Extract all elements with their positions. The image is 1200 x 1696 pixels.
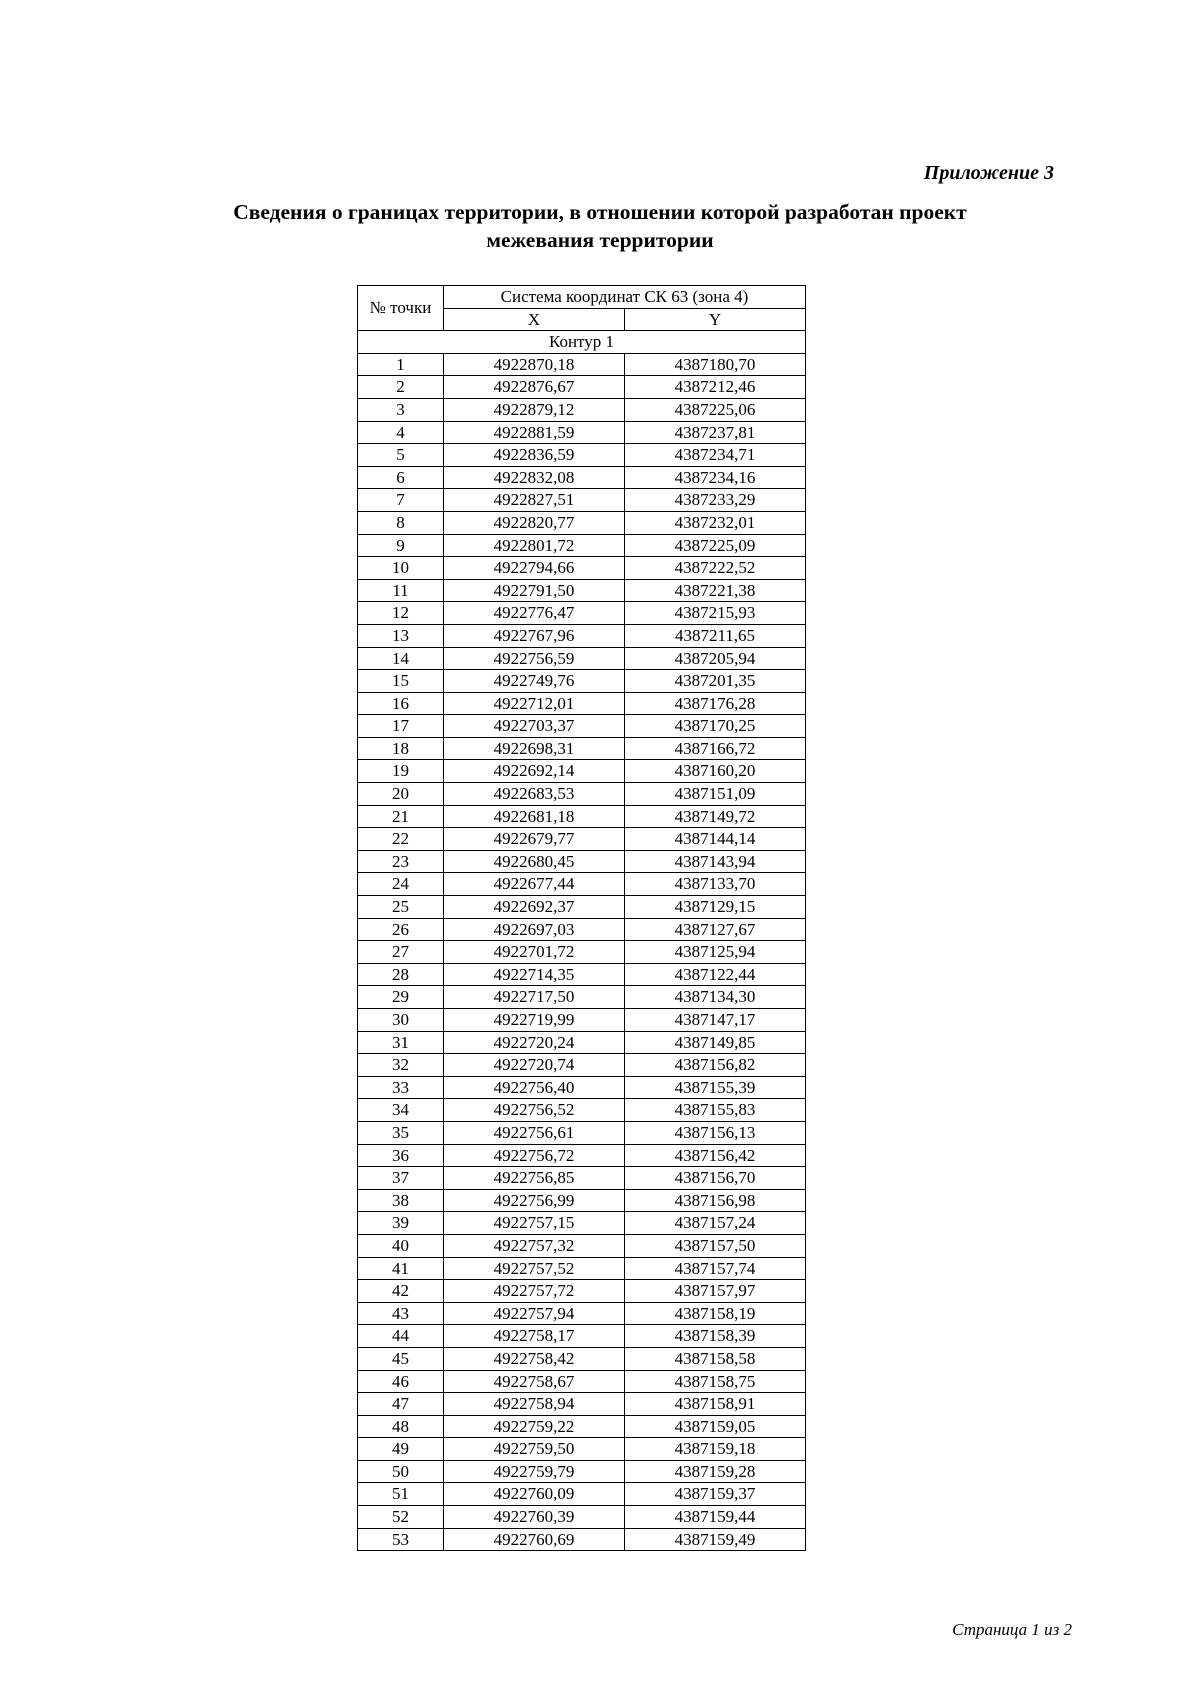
point-number-cell: 35 xyxy=(358,1121,444,1144)
y-coordinate-cell: 4387158,91 xyxy=(625,1393,806,1416)
appendix-label: Приложение 3 xyxy=(923,162,1054,184)
y-coordinate-cell: 4387215,93 xyxy=(625,602,806,625)
point-number-cell: 42 xyxy=(358,1280,444,1303)
y-coordinate-cell: 4387222,52 xyxy=(625,557,806,580)
table-row xyxy=(358,579,806,602)
contour-label: Контур 1 xyxy=(358,331,806,354)
table-row xyxy=(358,873,806,896)
point-number-header: № точки xyxy=(358,286,444,331)
x-coordinate-cell: 4922757,15 xyxy=(444,1212,625,1235)
point-number-cell: 32 xyxy=(358,1054,444,1077)
point-number-cell: 5 xyxy=(358,444,444,467)
table-row xyxy=(358,1438,806,1461)
table-row xyxy=(358,805,806,828)
table-row xyxy=(358,896,806,919)
y-coordinate-cell: 4387159,05 xyxy=(625,1415,806,1438)
point-number-cell: 22 xyxy=(358,828,444,851)
y-coordinate-cell: 4387159,28 xyxy=(625,1460,806,1483)
point-number-cell: 11 xyxy=(358,579,444,602)
x-coordinate-cell: 4922698,31 xyxy=(444,737,625,760)
x-coordinate-cell: 4922692,14 xyxy=(444,760,625,783)
point-number-cell: 33 xyxy=(358,1076,444,1099)
contour-row xyxy=(358,331,806,354)
x-coordinate-cell: 4922756,72 xyxy=(444,1144,625,1167)
table-row xyxy=(358,1189,806,1212)
point-number-cell: 1 xyxy=(358,353,444,376)
y-coordinate-cell: 4387234,71 xyxy=(625,444,806,467)
y-coordinate-cell: 4387234,16 xyxy=(625,466,806,489)
y-coordinate-cell: 4387205,94 xyxy=(625,647,806,670)
coordinates-table xyxy=(357,285,806,1551)
point-number-cell: 34 xyxy=(358,1099,444,1122)
table-row xyxy=(358,828,806,851)
y-coordinate-cell: 4387157,50 xyxy=(625,1234,806,1257)
table-row xyxy=(358,1347,806,1370)
point-number-cell: 17 xyxy=(358,715,444,738)
y-coordinate-cell: 4387157,97 xyxy=(625,1280,806,1303)
point-number-cell: 10 xyxy=(358,557,444,580)
point-number-cell: 39 xyxy=(358,1212,444,1235)
point-number-cell: 38 xyxy=(358,1189,444,1212)
y-coordinate-cell: 4387225,06 xyxy=(625,398,806,421)
y-coordinate-cell: 4387233,29 xyxy=(625,489,806,512)
x-coordinate-cell: 4922681,18 xyxy=(444,805,625,828)
table-row xyxy=(358,1144,806,1167)
x-coordinate-cell: 4922767,96 xyxy=(444,624,625,647)
x-coordinate-cell: 4922756,59 xyxy=(444,647,625,670)
table-row xyxy=(358,1121,806,1144)
x-coordinate-cell: 4922832,08 xyxy=(444,466,625,489)
y-coordinate-cell: 4387221,38 xyxy=(625,579,806,602)
y-coordinate-cell: 4387212,46 xyxy=(625,376,806,399)
point-number-cell: 26 xyxy=(358,918,444,941)
table-row xyxy=(358,557,806,580)
x-coordinate-cell: 4922757,52 xyxy=(444,1257,625,1280)
x-coordinate-cell: 4922756,52 xyxy=(444,1099,625,1122)
x-coordinate-cell: 4922680,45 xyxy=(444,850,625,873)
x-coordinate-cell: 4922712,01 xyxy=(444,692,625,715)
y-coordinate-cell: 4387159,37 xyxy=(625,1483,806,1506)
x-header: X xyxy=(444,308,625,331)
table-row xyxy=(358,1031,806,1054)
table-row xyxy=(358,1460,806,1483)
point-number-cell: 19 xyxy=(358,760,444,783)
point-number-cell: 29 xyxy=(358,986,444,1009)
point-number-cell: 23 xyxy=(358,850,444,873)
table-row xyxy=(358,1167,806,1190)
y-coordinate-cell: 4387156,70 xyxy=(625,1167,806,1190)
table-row xyxy=(358,1076,806,1099)
point-number-cell: 27 xyxy=(358,941,444,964)
title-line-2: межевания территории xyxy=(486,228,714,252)
table-row xyxy=(358,444,806,467)
y-coordinate-cell: 4387156,13 xyxy=(625,1121,806,1144)
x-coordinate-cell: 4922756,99 xyxy=(444,1189,625,1212)
x-coordinate-cell: 4922714,35 xyxy=(444,963,625,986)
y-coordinate-cell: 4387201,35 xyxy=(625,670,806,693)
y-coordinate-cell: 4387143,94 xyxy=(625,850,806,873)
x-coordinate-cell: 4922757,72 xyxy=(444,1280,625,1303)
table-row xyxy=(358,1325,806,1348)
table-row xyxy=(358,489,806,512)
x-coordinate-cell: 4922876,67 xyxy=(444,376,625,399)
point-number-cell: 3 xyxy=(358,398,444,421)
point-number-cell: 45 xyxy=(358,1347,444,1370)
y-coordinate-cell: 4387156,42 xyxy=(625,1144,806,1167)
point-number-cell: 18 xyxy=(358,737,444,760)
x-coordinate-cell: 4922759,79 xyxy=(444,1460,625,1483)
x-coordinate-cell: 4922757,94 xyxy=(444,1302,625,1325)
table-row xyxy=(358,963,806,986)
table-row xyxy=(358,1393,806,1416)
x-coordinate-cell: 4922759,22 xyxy=(444,1415,625,1438)
table-row xyxy=(358,670,806,693)
x-coordinate-cell: 4922720,74 xyxy=(444,1054,625,1077)
y-coordinate-cell: 4387237,81 xyxy=(625,421,806,444)
y-coordinate-cell: 4387157,74 xyxy=(625,1257,806,1280)
x-coordinate-cell: 4922758,67 xyxy=(444,1370,625,1393)
point-number-cell: 8 xyxy=(358,511,444,534)
table-row xyxy=(358,692,806,715)
y-coordinate-cell: 4387155,39 xyxy=(625,1076,806,1099)
point-number-cell: 14 xyxy=(358,647,444,670)
x-coordinate-cell: 4922881,59 xyxy=(444,421,625,444)
table-row xyxy=(358,715,806,738)
y-coordinate-cell: 4387159,44 xyxy=(625,1506,806,1529)
y-coordinate-cell: 4387122,44 xyxy=(625,963,806,986)
point-number-cell: 46 xyxy=(358,1370,444,1393)
y-coordinate-cell: 4387151,09 xyxy=(625,783,806,806)
point-number-cell: 50 xyxy=(358,1460,444,1483)
table-row xyxy=(358,783,806,806)
table-row xyxy=(358,602,806,625)
point-number-cell: 41 xyxy=(358,1257,444,1280)
point-number-cell: 52 xyxy=(358,1506,444,1529)
y-coordinate-cell: 4387176,28 xyxy=(625,692,806,715)
table-row xyxy=(358,1302,806,1325)
y-coordinate-cell: 4387160,20 xyxy=(625,760,806,783)
point-number-cell: 51 xyxy=(358,1483,444,1506)
y-coordinate-cell: 4387159,49 xyxy=(625,1528,806,1551)
point-number-cell: 31 xyxy=(358,1031,444,1054)
point-number-cell: 37 xyxy=(358,1167,444,1190)
x-coordinate-cell: 4922820,77 xyxy=(444,511,625,534)
table-row xyxy=(358,511,806,534)
table-row xyxy=(358,1009,806,1032)
point-number-cell: 7 xyxy=(358,489,444,512)
table-row xyxy=(358,1054,806,1077)
x-coordinate-cell: 4922758,94 xyxy=(444,1393,625,1416)
point-number-cell: 21 xyxy=(358,805,444,828)
point-number-cell: 4 xyxy=(358,421,444,444)
y-coordinate-cell: 4387134,30 xyxy=(625,986,806,1009)
point-number-cell: 15 xyxy=(358,670,444,693)
page-footer: Страница 1 из 2 xyxy=(952,1620,1072,1639)
x-coordinate-cell: 4922794,66 xyxy=(444,557,625,580)
point-number-cell: 44 xyxy=(358,1325,444,1348)
table-row xyxy=(358,421,806,444)
table-row xyxy=(358,986,806,1009)
x-coordinate-cell: 4922757,32 xyxy=(444,1234,625,1257)
table-row xyxy=(358,466,806,489)
table-row xyxy=(358,918,806,941)
x-coordinate-cell: 4922679,77 xyxy=(444,828,625,851)
point-number-cell: 2 xyxy=(358,376,444,399)
x-coordinate-cell: 4922677,44 xyxy=(444,873,625,896)
x-coordinate-cell: 4922827,51 xyxy=(444,489,625,512)
y-coordinate-cell: 4387144,14 xyxy=(625,828,806,851)
x-coordinate-cell: 4922701,72 xyxy=(444,941,625,964)
point-number-cell: 47 xyxy=(358,1393,444,1416)
y-coordinate-cell: 4387149,72 xyxy=(625,805,806,828)
x-coordinate-cell: 4922703,37 xyxy=(444,715,625,738)
point-number-cell: 30 xyxy=(358,1009,444,1032)
x-coordinate-cell: 4922756,61 xyxy=(444,1121,625,1144)
table-row xyxy=(358,1506,806,1529)
point-number-cell: 20 xyxy=(358,783,444,806)
table-row xyxy=(358,941,806,964)
point-number-cell: 24 xyxy=(358,873,444,896)
x-coordinate-cell: 4922756,85 xyxy=(444,1167,625,1190)
point-number-cell: 53 xyxy=(358,1528,444,1551)
point-number-cell: 36 xyxy=(358,1144,444,1167)
x-coordinate-cell: 4922717,50 xyxy=(444,986,625,1009)
x-coordinate-cell: 4922697,03 xyxy=(444,918,625,941)
y-coordinate-cell: 4387149,85 xyxy=(625,1031,806,1054)
y-coordinate-cell: 4387232,01 xyxy=(625,511,806,534)
y-coordinate-cell: 4387129,15 xyxy=(625,896,806,919)
table-row xyxy=(358,398,806,421)
x-coordinate-cell: 4922870,18 xyxy=(444,353,625,376)
x-coordinate-cell: 4922756,40 xyxy=(444,1076,625,1099)
point-number-cell: 48 xyxy=(358,1415,444,1438)
x-coordinate-cell: 4922801,72 xyxy=(444,534,625,557)
table-row xyxy=(358,534,806,557)
y-coordinate-cell: 4387211,65 xyxy=(625,624,806,647)
point-number-cell: 16 xyxy=(358,692,444,715)
table-row xyxy=(358,1415,806,1438)
x-coordinate-cell: 4922758,17 xyxy=(444,1325,625,1348)
table-row xyxy=(358,1483,806,1506)
x-coordinate-cell: 4922760,39 xyxy=(444,1506,625,1529)
table-row xyxy=(358,1280,806,1303)
y-coordinate-cell: 4387156,98 xyxy=(625,1189,806,1212)
y-coordinate-cell: 4387158,58 xyxy=(625,1347,806,1370)
title-line-1: Сведения о границах территории, в отношении которой разработан проект xyxy=(233,200,967,224)
table-row xyxy=(358,1528,806,1551)
table-row xyxy=(358,760,806,783)
point-number-cell: 28 xyxy=(358,963,444,986)
table-row xyxy=(358,376,806,399)
x-coordinate-cell: 4922692,37 xyxy=(444,896,625,919)
table-row xyxy=(358,353,806,376)
x-coordinate-cell: 4922836,59 xyxy=(444,444,625,467)
y-coordinate-cell: 4387158,19 xyxy=(625,1302,806,1325)
y-coordinate-cell: 4387125,94 xyxy=(625,941,806,964)
y-coordinate-cell: 4387170,25 xyxy=(625,715,806,738)
point-number-cell: 25 xyxy=(358,896,444,919)
table-row xyxy=(358,737,806,760)
x-coordinate-cell: 4922759,50 xyxy=(444,1438,625,1461)
point-number-cell: 13 xyxy=(358,624,444,647)
y-coordinate-cell: 4387166,72 xyxy=(625,737,806,760)
y-coordinate-cell: 4387147,17 xyxy=(625,1009,806,1032)
table-row xyxy=(358,1257,806,1280)
point-number-cell: 49 xyxy=(358,1438,444,1461)
table-row xyxy=(358,1234,806,1257)
y-coordinate-cell: 4387157,24 xyxy=(625,1212,806,1235)
x-coordinate-cell: 4922719,99 xyxy=(444,1009,625,1032)
y-header: Y xyxy=(625,308,806,331)
x-coordinate-cell: 4922683,53 xyxy=(444,783,625,806)
y-coordinate-cell: 4387180,70 xyxy=(625,353,806,376)
y-coordinate-cell: 4387225,09 xyxy=(625,534,806,557)
x-coordinate-cell: 4922760,69 xyxy=(444,1528,625,1551)
x-coordinate-cell: 4922760,09 xyxy=(444,1483,625,1506)
table-row xyxy=(358,1099,806,1122)
x-coordinate-cell: 4922879,12 xyxy=(444,398,625,421)
y-coordinate-cell: 4387156,82 xyxy=(625,1054,806,1077)
point-number-cell: 43 xyxy=(358,1302,444,1325)
x-coordinate-cell: 4922791,50 xyxy=(444,579,625,602)
point-number-cell: 9 xyxy=(358,534,444,557)
x-coordinate-cell: 4922776,47 xyxy=(444,602,625,625)
point-number-cell: 40 xyxy=(358,1234,444,1257)
y-coordinate-cell: 4387159,18 xyxy=(625,1438,806,1461)
x-coordinate-cell: 4922749,76 xyxy=(444,670,625,693)
x-coordinate-cell: 4922720,24 xyxy=(444,1031,625,1054)
y-coordinate-cell: 4387127,67 xyxy=(625,918,806,941)
x-coordinate-cell: 4922758,42 xyxy=(444,1347,625,1370)
table-row xyxy=(358,624,806,647)
document-title xyxy=(150,198,1050,254)
coord-system-header: Система координат СК 63 (зона 4) xyxy=(444,286,806,309)
y-coordinate-cell: 4387155,83 xyxy=(625,1099,806,1122)
table-row xyxy=(358,850,806,873)
y-coordinate-cell: 4387158,39 xyxy=(625,1325,806,1348)
table-row xyxy=(358,647,806,670)
y-coordinate-cell: 4387158,75 xyxy=(625,1370,806,1393)
table-row xyxy=(358,1212,806,1235)
y-coordinate-cell: 4387133,70 xyxy=(625,873,806,896)
table-row xyxy=(358,1370,806,1393)
point-number-cell: 12 xyxy=(358,602,444,625)
point-number-cell: 6 xyxy=(358,466,444,489)
table-header-row xyxy=(358,286,806,309)
